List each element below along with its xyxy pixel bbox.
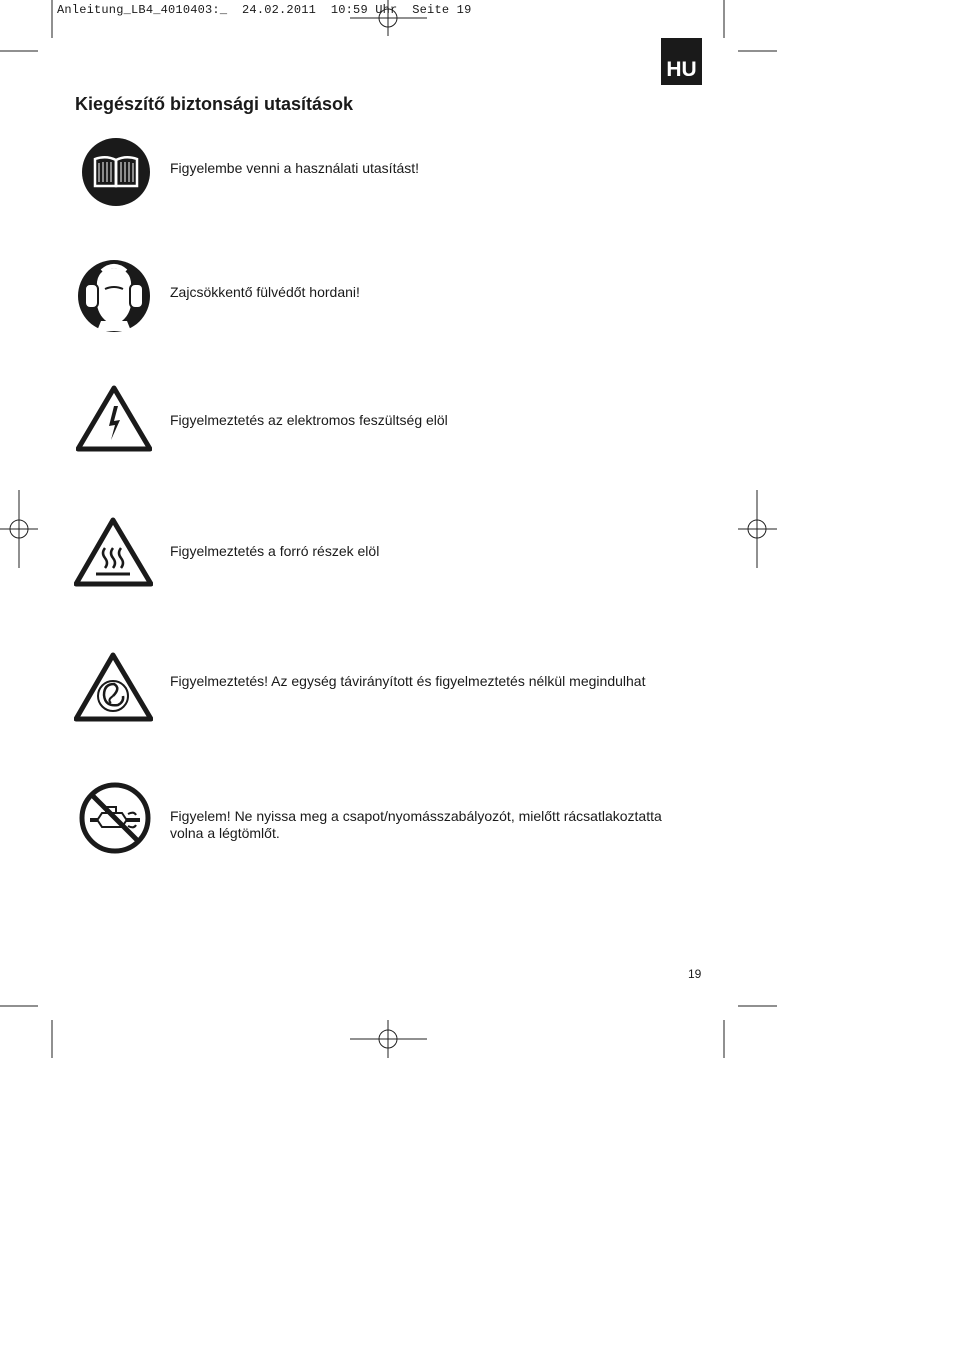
hot-surface-warning-icon (74, 517, 153, 587)
item-text: Figyelmeztetés! Az egység távirányított és figyelmeztetés nélkül megindulhat (170, 673, 646, 689)
do-not-open-valve-icon (78, 781, 152, 855)
item-text: Figyelem! Ne nyissa meg a csapot/nyomásszabályozót, mielőtt rácsatlakoztatta volna a légtömlőt. (170, 808, 662, 841)
page-title: Kiegészítő biztonsági utasítások (75, 94, 354, 114)
item-text: Figyelembe venni a használati utasítást! (170, 160, 420, 176)
electric-voltage-warning-icon (76, 385, 152, 452)
print-header: Anleitung_LB4_4010403:_ 24.02.2011 10:59 Uhr Seite 19 (57, 3, 472, 17)
item-text: Figyelmeztetés a forró részek elöl (170, 543, 380, 559)
automatic-start-warning-icon (74, 652, 153, 722)
language-badge: HU (661, 38, 702, 85)
page-number: 19 (688, 967, 702, 981)
ear-protection-icon (77, 259, 151, 333)
read-manual-icon (81, 137, 151, 207)
item-text: Figyelmeztetés az elektromos feszültség elöl (170, 412, 448, 428)
item-text: Zajcsökkentő fülvédőt hordani! (170, 284, 360, 300)
